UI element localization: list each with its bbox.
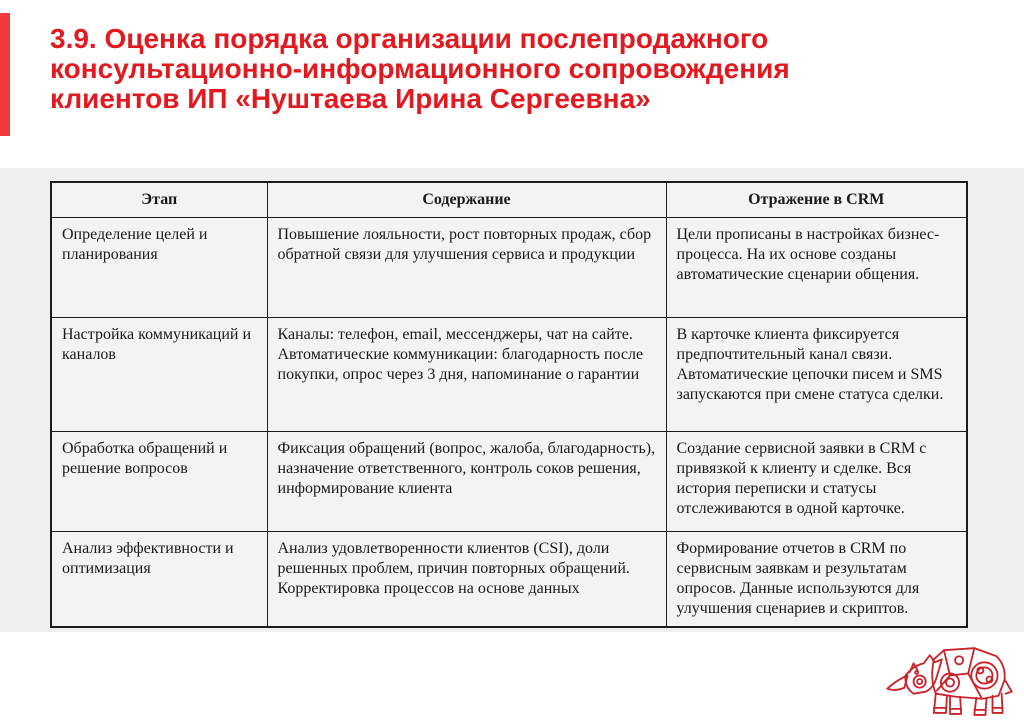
cell-content: Анализ удовлетворенности клиентов (CSI), доли решенных проблем, причин повторных обращений. Корректировка процессов на основе данных — [267, 531, 666, 627]
cell-content: Каналы: телефон, email, мессенджеры, чат на сайте. Автоматические коммуникации: благодарность после покупки, опрос через 3 дня, напоминание о гарантии — [267, 317, 666, 431]
column-header-stage: Этап — [51, 182, 267, 217]
slide-title-line-2: консультационно-информационного сопровождения — [50, 53, 790, 84]
table-row — [51, 317, 967, 431]
table-row — [51, 431, 967, 531]
slide-title — [50, 24, 950, 114]
slide-title-line-3: клиентов ИП «Нуштаева Ирина Сергеевна» — [50, 83, 651, 114]
cell-crm: В карточке клиента фиксируется предпочтительный канал связи. Автоматические цепочки писем и SMS запускаются при смене статуса сделки. — [666, 317, 967, 431]
cell-stage: Настройка коммуникаций и каналов — [51, 317, 267, 431]
cell-crm: Формирование отчетов в CRM по сервисным заявкам и результатам опросов. Данные используются для улучшения сценариев и скриптов. — [666, 531, 967, 627]
table-header-row — [51, 182, 967, 217]
cell-stage: Анализ эффективности и оптимизация — [51, 531, 267, 627]
table-row — [51, 531, 967, 627]
column-header-crm: Отражение в CRM — [666, 182, 967, 217]
cell-crm: Цели прописаны в настройках бизнес-процесса. На их основе созданы автоматические сценарии общения. — [666, 217, 967, 317]
table-row — [51, 217, 967, 317]
cell-crm: Создание сервисной заявки в CRM с привязкой к клиенту и сделке. Вся история переписки и статусы отслеживаются в одной карточке. — [666, 431, 967, 531]
cell-content: Фиксация обращений (вопрос, жалоба, благодарность), назначение ответственного, контроль соков решения, информирование клиента — [267, 431, 666, 531]
cell-stage: Обработка обращений и решение вопросов — [51, 431, 267, 531]
cell-stage: Определение целей и планирования — [51, 217, 267, 317]
accent-bar — [0, 13, 10, 136]
cell-content: Повышение лояльности, рост повторных продаж, сбор обратной связи для улучшения сервиса и продукции — [267, 217, 666, 317]
rhino-logo-icon — [883, 635, 1015, 720]
slide-title-line-1: 3.9. Оценка порядка организации послепродажного — [50, 23, 769, 54]
column-header-content: Содержание — [267, 182, 666, 217]
process-table — [50, 181, 968, 628]
